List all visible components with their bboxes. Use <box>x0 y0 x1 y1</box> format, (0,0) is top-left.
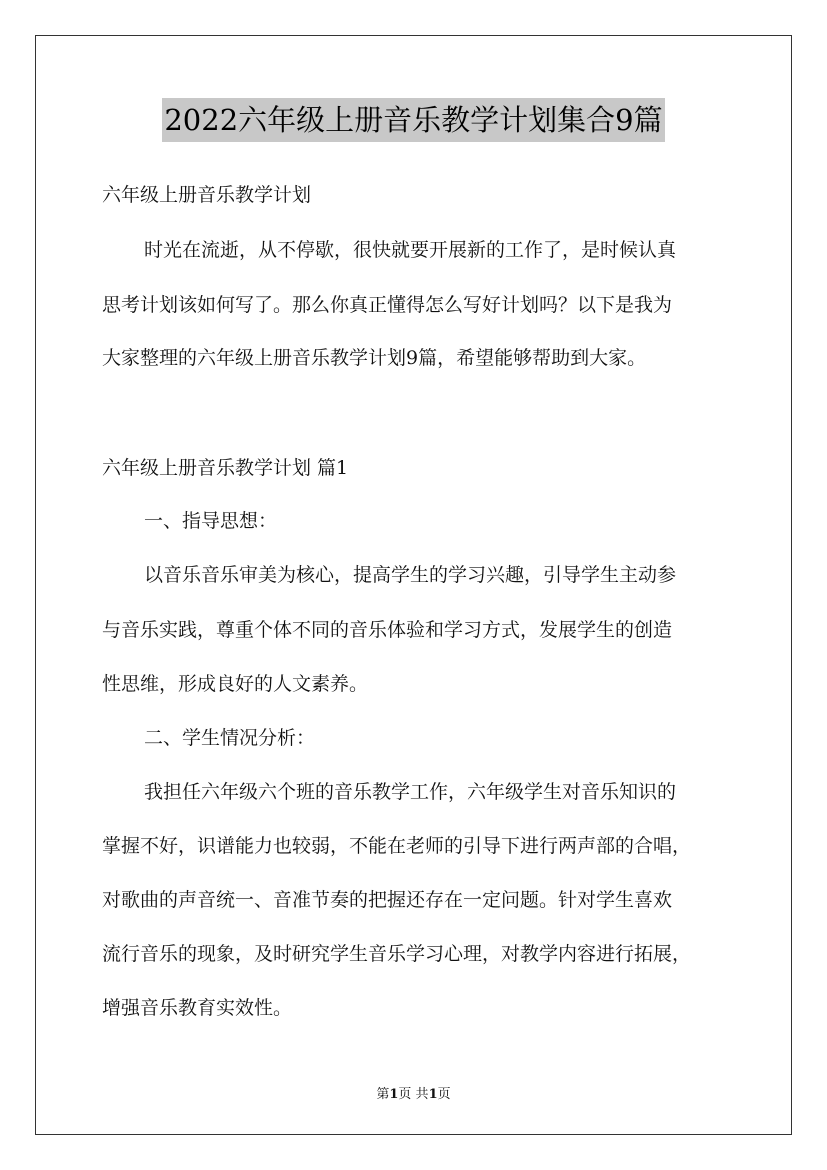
document-title: 2022六年级上册音乐教学计划集合9篇 <box>162 98 664 142</box>
para-two-line-1: 我担任六年级六个班的音乐教学工作，六年级学生对音乐知识的 <box>144 781 677 803</box>
para-one-line-3: 性思维，形成良好的人文素养。 <box>102 673 369 695</box>
section-heading: 六年级上册音乐教学计划 篇1 <box>102 457 349 479</box>
para-two-line-2: 掌握不好，识谱能力也较弱，不能在老师的引导下进行两声部的合唱， <box>102 835 692 857</box>
footer-current-page: 1 <box>389 1087 399 1102</box>
intro-line-2: 思考计划该如何写了。那么你真正懂得怎么写好计划吗？以下是我为 <box>102 294 673 316</box>
footer-page-suffix: 页 <box>437 1087 451 1102</box>
para-one-line-2: 与音乐实践，尊重个体不同的音乐体验和学习方式，发展学生的创造 <box>102 619 673 641</box>
heading-guiding-ideology: 一、指导思想： <box>144 510 278 532</box>
page-footer <box>0 1083 827 1102</box>
intro-line-1: 时光在流逝，从不停歇，很快就要开展新的工作了，是时候认真 <box>144 239 677 261</box>
para-one-line-1: 以音乐音乐审美为核心，提高学生的学习兴趣，引导学生主动参 <box>144 564 677 586</box>
document-subtitle: 六年级上册音乐教学计划 <box>102 184 312 206</box>
para-two-line-5: 增强音乐教育实效性。 <box>102 997 293 1019</box>
footer-page-mid: 页 共 <box>398 1087 429 1102</box>
para-two-line-4: 流行音乐的现象，及时研究学生音乐学习心理，对教学内容进行拓展， <box>102 943 692 965</box>
title-container <box>0 98 827 142</box>
intro-line-3: 大家整理的六年级上册音乐教学计划9篇，希望能够帮助到大家。 <box>102 347 647 369</box>
footer-page-prefix: 第 <box>376 1087 390 1102</box>
para-two-line-3: 对歌曲的声音统一、音准节奏的把握还存在一定问题。针对学生喜欢 <box>102 889 673 911</box>
heading-student-analysis: 二、学生情况分析： <box>144 727 316 749</box>
footer-total-pages: 1 <box>428 1087 438 1102</box>
